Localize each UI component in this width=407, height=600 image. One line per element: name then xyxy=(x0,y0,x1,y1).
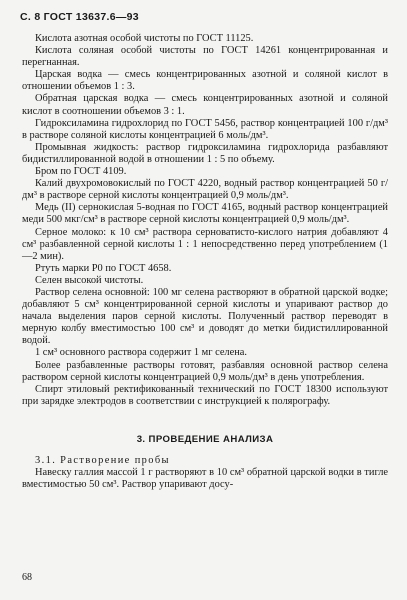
paragraph: 1 см³ основного раствора содержит 1 мг селена. xyxy=(35,347,247,359)
paragraph: Ртуть марки Р0 по ГОСТ 4658. xyxy=(35,262,172,274)
subsection-text: Навеску галлия массой 1 г растворяют в 10 см³ обратной царской водки в тигле вместимостью 50 см³. Раствор упаривают досу- xyxy=(22,467,388,491)
paragraph: Калий двухромовокислый по ГОСТ 4220, водный раствор концентрацией 50 г/дм³ в растворе серной кислоты концентрацией 0,9 моль/дм³. xyxy=(22,178,388,202)
paragraph: Кислота азотная особой чистоты по ГОСТ 11125. xyxy=(35,33,254,44)
page-header: С. 8 ГОСТ 13637.6—93 xyxy=(20,11,139,23)
page-number: 68 xyxy=(22,572,32,583)
paragraph: Царская водка — смесь концентрированных азотной и соляной кислот в отношении объемов 1 : 3. xyxy=(22,69,388,93)
paragraph: Обратная царская водка — смесь концентрированных азотной и соляной кислот в соотношении объемов 3 : 1. xyxy=(22,93,388,117)
paragraph: Кислота соляная особой чистоты по ГОСТ 14261 концентрированная и перегнанная. xyxy=(22,45,388,69)
paragraph: Промывная жидкость: раствор гидроксиламина гидрохлорида разбавляют бидистиллированной водой в отношении 1 : 5 по объему. xyxy=(22,141,388,165)
paragraph: Медь (II) сернокислая 5-водная по ГОСТ 4165, водный раствор концентрацией меди 500 мкг/см³ в растворе серной кислоты концентрацией 0,9 моль/дм³. xyxy=(22,202,388,226)
body-text xyxy=(22,33,388,491)
paragraph: Серное молоко: к 10 см³ раствора серноватисто-кислого натрия добавляют 4 см³ разбавленной серной кислоты 1 : 1 непосредственно перед употреблением (1—2 мин). xyxy=(22,226,388,262)
paragraph: Бром по ГОСТ 4109. xyxy=(35,166,127,178)
subsection-heading: 3.1. Растворение пробы xyxy=(35,455,170,466)
paragraph: Более разбавленные растворы готовят, разбавляя основной раствор селена раствором серной кислоты концентрацией 0,9 моль/дм³ в день употребления. xyxy=(22,359,388,383)
paragraph: Селен высокой чистоты. xyxy=(35,274,144,286)
paragraph: Гидроксиламина гидрохлорид по ГОСТ 5456, раствор концентрацией 100 г/дм³ в растворе соляной кислоты концентрацией 6 моль/дм³. xyxy=(22,117,388,141)
section-title: 3. ПРОВЕДЕНИЕ АНАЛИЗА xyxy=(136,433,274,445)
paragraph: Спирт этиловый ректификованный технический по ГОСТ 18300 используют при зарядке электродов в соответствии с инструкцией к полярографу. xyxy=(22,383,388,407)
paragraph: Раствор селена основной: 100 мг селена растворяют в обратной царской водке; добавляют 5 см³ концентрированной серной кислоты и упаривают раствор до начала выделения паров серной кислоты. Полученный раствор переводят в мерную колбу вместимостью 100 см³ и доводят до метки бидистиллированной водой. xyxy=(22,286,388,347)
